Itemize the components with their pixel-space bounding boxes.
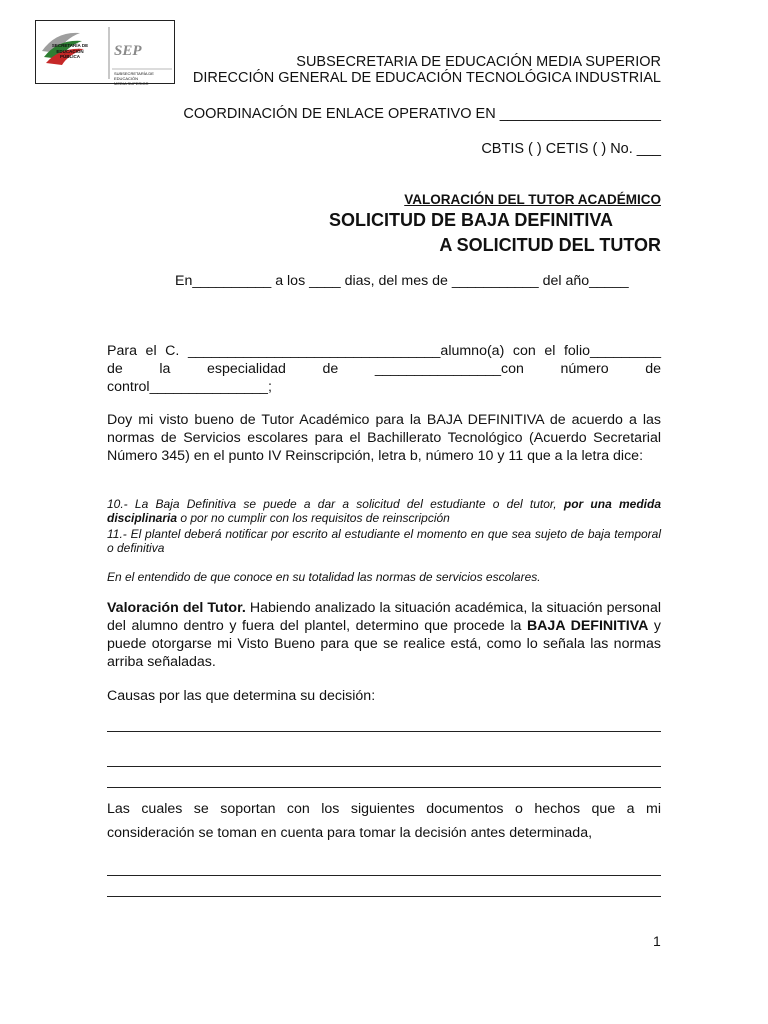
plantel-line: CBTIS ( ) CETIS ( ) No. ___ xyxy=(481,141,661,157)
fecha-line: En__________ a los ____ dias, del mes de ___________ del año_____ xyxy=(175,273,629,289)
norma-10-c: o por no cumplir con los requisitos de reinscripción xyxy=(180,511,450,525)
soportan-paragraph: Las cuales se soportan con los siguientes documentos o hechos que a mi consideración se toman en cuenta para tomar la decisión antes determinada, xyxy=(107,801,661,841)
logo-sub2: MEDIA SUPERIOR xyxy=(114,81,149,86)
sep-logo xyxy=(35,20,175,84)
valoracion-title: VALORACIÓN DEL TUTOR ACADÉMICO xyxy=(404,192,661,207)
para-word: ________________con xyxy=(374,361,524,377)
para-word: especialidad xyxy=(206,361,286,377)
para-word: la xyxy=(159,361,171,377)
logo-line3: PÚBLICA xyxy=(60,54,80,59)
norma-10-a: 10.- La Baja Definitiva se puede a dar a solicitud del estudiante o del tutor, xyxy=(107,497,557,511)
logo-line1: SECRETARÍA DE xyxy=(51,43,89,48)
valoracion-label: Valoración del Tutor. xyxy=(107,600,246,616)
para-line1: Para el C. ________________________________alumno(a) con el folio_________ xyxy=(107,343,661,359)
page-number: 1 xyxy=(653,933,661,949)
para-line2 xyxy=(107,360,661,378)
logo-subtext xyxy=(114,71,174,86)
header-line1: SUBSECRETARIA DE EDUCACIÓN MEDIA SUPERIOR xyxy=(296,54,661,70)
causas-line-1[interactable] xyxy=(107,731,661,732)
norma-10-bold: por una medida disciplinaria xyxy=(107,497,662,525)
causas-line-2[interactable] xyxy=(107,766,661,767)
logo-sub1: SUBSECRETARÍA DE EDUCACIÓN xyxy=(114,71,154,81)
valoracion-text-b: y puede otorgarse mi Visto Bueno para que se realice está, como lo señala las normas arriba señaladas. xyxy=(107,618,662,670)
para-word: de xyxy=(107,361,123,377)
causas-line-3[interactable] xyxy=(107,787,661,788)
visto-bueno-paragraph: Doy mi visto bueno de Tutor Académico para la BAJA DEFINITIVA de acuerdo a las normas de Servicios escolares para el Bachillerato Tecnológico (Acuerdo Secretarial Número 345) en el punto IV Reinscripción, letra b, número 10 y 11 que a la letra dice: xyxy=(107,412,661,464)
solicitud-title-2: A SOLICITUD DEL TUTOR xyxy=(439,235,661,255)
causas-label: Causas por las que determina su decisión: xyxy=(107,688,376,704)
norma-11: 11.- El plantel deberá notificar por escrito al estudiante el momento en que sea sujeto de baja temporal o definitiva xyxy=(107,527,661,555)
valoracion-text-a: Habiendo analizado la situación académica, la situación personal del alumno dentro y fuera del plantel, determino que procede la xyxy=(107,600,661,634)
para-word: número xyxy=(560,361,609,377)
logo-text xyxy=(50,43,90,60)
soportan-line-2[interactable] xyxy=(107,896,661,897)
logo-line2: EDUCACIÓN xyxy=(56,48,84,54)
header-line2: DIRECCIÓN GENERAL DE EDUCACIÓN TECNOLÓGICA INDUSTRIAL xyxy=(192,70,661,86)
entendido-line: En el entendido de que conoce en su totalidad las normas de servicios escolares. xyxy=(107,570,541,584)
valoracion-paragraph xyxy=(107,599,661,671)
norma-10 xyxy=(107,497,661,525)
para-word: de xyxy=(322,361,339,377)
sep-wordmark: SEP xyxy=(114,43,142,59)
solicitud-title-1: SOLICITUD DE BAJA DEFINITIVA xyxy=(329,210,614,230)
para-line3: control_______________; xyxy=(107,379,272,395)
para-word: de xyxy=(645,361,661,377)
soportan-line-1[interactable] xyxy=(107,875,661,876)
para-block xyxy=(107,342,661,396)
valoracion-bold: BAJA DEFINITIVA xyxy=(526,618,649,634)
coordinacion-line: COORDINACIÓN DE ENLACE OPERATIVO EN ____________________ xyxy=(183,106,661,122)
